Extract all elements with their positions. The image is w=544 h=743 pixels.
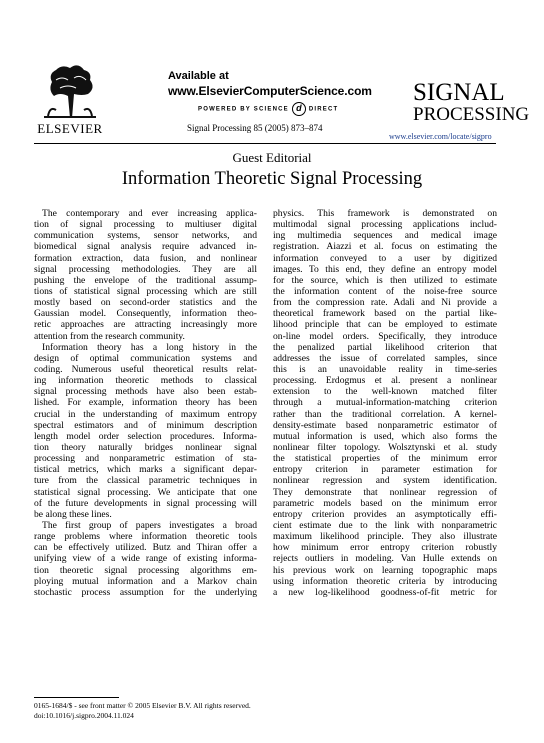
- text-line: spectral estimators and of minimum description: [34, 419, 257, 431]
- text-line: ploying mutual information and a Markov chain: [34, 575, 257, 587]
- text-line: entropy criterion in parameter estimation for: [273, 464, 497, 476]
- text-line: physics. This framework is demonstrated on: [273, 208, 497, 219]
- text-line: maximum likelihood principle. They also illustrate: [273, 531, 497, 543]
- text-line: retic approaches are attracting increasingly more: [34, 319, 257, 331]
- text-line: through a mutual-information-matching criterion: [273, 397, 497, 409]
- available-at-label: Available at: [168, 70, 229, 82]
- tree-emblem-icon: [40, 62, 100, 120]
- text-line: mutual information is used, which also forms the: [273, 430, 497, 442]
- powered-by-line: [198, 102, 338, 116]
- text-line: ing information theoretic methods to classical: [34, 375, 257, 387]
- text-line: tions of statistical signal processing which are still: [34, 285, 257, 297]
- text-line: Gaussian model. Consequently, information theo-: [34, 308, 257, 320]
- text-line: information conveyed to a user by digitized: [273, 252, 497, 264]
- text-line: can be effectively utilized. Butz and Thiran offer a: [34, 542, 257, 554]
- text-line: signal processing methodologies. They are all: [34, 263, 257, 275]
- text-line: multimodal signal processing applications includ-: [273, 219, 497, 231]
- text-line: They demonstrate that nonlinear regression of: [273, 486, 497, 498]
- text-line: processing. Erdogmus et al. present a nonlinear: [273, 375, 497, 387]
- text-line: ing multimedia sequences and medical image: [273, 230, 497, 242]
- site-link[interactable]: www.ElsevierComputerScience.com: [168, 84, 372, 98]
- text-line: coding. Numerous useful theoretical results relat-: [34, 363, 257, 375]
- text-line: mostly based on second-order statistics and the: [34, 297, 257, 309]
- text-line: entropy criterion provides an asymptotically effi-: [273, 508, 497, 520]
- text-line: rather than the traditional correlation. A kernel-: [273, 408, 497, 420]
- footer-divider: [34, 697, 119, 698]
- text-line: nonlinear regression and system identification.: [273, 475, 497, 487]
- text-line: of the future developments in signal processing will: [34, 497, 257, 509]
- text-line: stochastic process assumption for the underlying: [34, 586, 257, 598]
- text-line: biomedical signal analysis require advanced in-: [34, 241, 257, 253]
- text-line: rejects outliers in modeling. Van Hulle extends on: [273, 553, 497, 565]
- left-column: [34, 208, 257, 598]
- text-line: addresses the issue of correlated samples, since: [273, 352, 497, 364]
- text-line: pushing the envelope of the traditional assump-: [34, 274, 257, 286]
- text-line: be along these lines.: [34, 508, 112, 520]
- text-line: statistical signal processing. We anticipate that one: [34, 486, 257, 498]
- journal-logo-line2: PROCESSING: [413, 104, 530, 125]
- text-line: on-line model orders. Specifically, they introduce: [273, 330, 497, 342]
- text-line: range problems where information theoretic tools: [34, 531, 257, 543]
- text-line: density-estimate based nonparametric estimator of: [273, 419, 497, 431]
- sciencedirect-mark-icon: d: [292, 102, 306, 116]
- article-title: Information Theoretic Signal Processing: [121, 169, 423, 189]
- text-line: ture from the classical parametric techniques in: [34, 475, 257, 487]
- text-line: crucial in the understanding of maximum entropy: [34, 408, 257, 420]
- text-line: tion of signal processing to multiuser digital: [34, 219, 257, 231]
- text-line: tion theoretic signal processing algorithms em-: [34, 564, 257, 576]
- journal-citation: Signal Processing 85 (2005) 873–874: [187, 123, 323, 133]
- text-line: tion theory naturally bridges nonlinear signal: [34, 441, 257, 453]
- text-line: from the compression rate. Adali and Ni provide a: [273, 297, 497, 309]
- text-line: Information theory has a long history in the: [42, 341, 257, 353]
- text-line: lished. For example, information theory has been: [34, 397, 257, 409]
- text-line: how minimum error entropy criterion robustly: [273, 542, 497, 554]
- journal-logo: [413, 79, 530, 126]
- footer-doi: doi:10.1016/j.sigpro.2004.11.024: [34, 711, 134, 720]
- powered-by-left: POWERED BY SCIENCE: [198, 106, 289, 113]
- text-line: registration. Aiazzi et al. focus on estimating the: [273, 241, 497, 253]
- text-line: signal processing methods have also been estab-: [34, 386, 257, 398]
- text-line: a new log-likelihood goodness-of-fit metric for: [273, 586, 497, 598]
- text-line: design of optimal communication systems and: [34, 352, 257, 364]
- text-line: formation extraction, data fusion, and nonlinear: [34, 252, 257, 264]
- text-line: parametric models based on the minimum error: [273, 497, 497, 509]
- text-line: the statistical properties of the minimum error: [273, 453, 497, 465]
- text-line: his previous work on learning topographic maps: [273, 564, 497, 576]
- text-line: communication systems, sensor networks, and: [34, 230, 257, 242]
- text-line: images. To this end, they define an entropy model: [273, 263, 497, 275]
- text-line: for the source, which is then utilized to estimate: [273, 274, 497, 286]
- right-column: [273, 208, 497, 598]
- text-line: tistical metrics, which marks a significant depar-: [34, 464, 257, 476]
- text-line: this is an unavoidable reality in time-series: [273, 363, 497, 375]
- text-line: lihood principle that can be employed to estimate: [273, 319, 497, 331]
- text-line: theoretical framework based on the partial like-: [273, 308, 497, 320]
- publisher-name: ELSEVIER: [37, 121, 103, 136]
- footer-copyright: 0165-1684/$ - see front matter © 2005 Elsevier B.V. All rights reserved.: [34, 701, 251, 710]
- text-line: The first group of papers investigates a broad: [42, 519, 257, 531]
- text-line: nonlinear filter topology. Wolsztynski et al. study: [273, 441, 497, 453]
- text-line: the penalized partial likelihood criterion that: [273, 341, 497, 353]
- text-line: unifying view of a wide range of existing informa-: [34, 553, 257, 565]
- text-line: attention from the research community.: [34, 330, 185, 342]
- text-line: cient estimate due to the link with nonparametric: [273, 519, 497, 531]
- text-line: length model order selection procedures. Informa-: [34, 430, 257, 442]
- powered-by-right: DIRECT: [308, 106, 339, 113]
- text-line: the information content of the noise-free source: [273, 285, 497, 297]
- text-line: processing and nonparametric estimation of sta-: [34, 453, 257, 465]
- journal-logo-line1: SIGNAL: [413, 79, 505, 106]
- section-label: Guest Editorial: [232, 150, 312, 165]
- header-divider: [34, 143, 496, 144]
- journal-url-link[interactable]: www.elsevier.com/locate/sigpro: [389, 132, 492, 141]
- text-line: The contemporary and ever increasing applica-: [42, 208, 257, 219]
- text-line: extension to the well-known matched filter: [273, 386, 497, 398]
- text-line: using information theoretic criteria by introducing: [273, 575, 497, 587]
